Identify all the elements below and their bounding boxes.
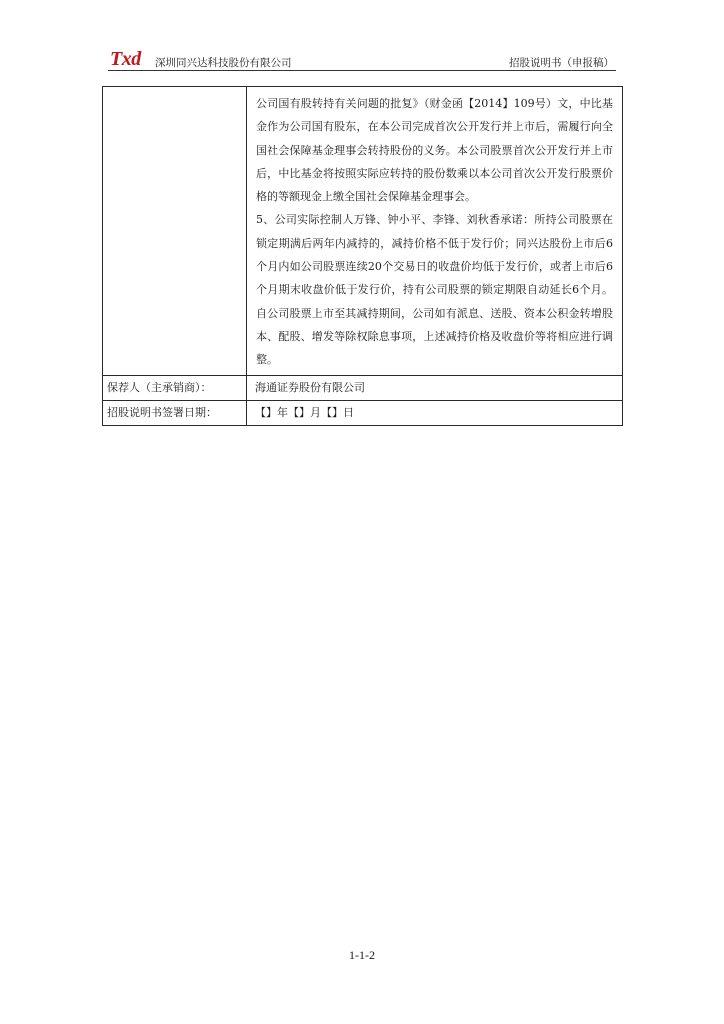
table-row [103,375,623,400]
table-cell-text [247,87,623,376]
header-divider [108,70,616,71]
sponsor-label: 保荐人（主承销商）： [103,375,247,400]
sign-date-value: 【】年【】月【】日 [247,400,623,425]
sponsor-value: 海通证券股份有限公司 [247,375,623,400]
company-name: 深圳同兴达科技股份有限公司 [155,57,292,69]
company-logo: Txd [110,48,141,70]
document-type: 招股说明书（申报稿） [509,57,614,69]
table-row [103,87,623,376]
sign-date-label: 招股说明书签署日期： [103,400,247,425]
info-table-container [102,86,622,426]
table-cell-empty [103,87,247,376]
commitment-paragraph: 5、公司实际控制人万锋、钟小平、李锋、刘秋香承诺：所持公司股票在锁定期满后两年内减持的，减持价格不低于发行价；同兴达股份上市后6个月内如公司股票连续20个交易日的收盘价均低于发行价，或者上市后6个月期末收盘价低于发行价，持有公司股票的锁定期限自动延长6个月。自公司股票上市至其减持期间，公司如有派息、送股、资本公积金转增股本、配股、增发等除权除息事项，上述减持价格及收盘价等将相应进行调整。 [256,213,613,367]
page-number: 1-1-2 [349,948,375,962]
table-row [103,400,623,425]
continuation-paragraph: 公司国有股转持有关问题的批复》（财金函【2014】109号）文，中比基金作为公司国有股东，在本公司完成首次公开发行并上市后，需履行向全国社会保障基金理事会转持股份的义务。本公司股票首次公开发行并上市后，中比基金将按照实际应转持的股份数乘以本公司首次公开发行股票价格的等额现金上缴全国社会保障基金理事会。 [256,97,613,204]
info-table [102,86,623,426]
page-header [108,48,616,72]
